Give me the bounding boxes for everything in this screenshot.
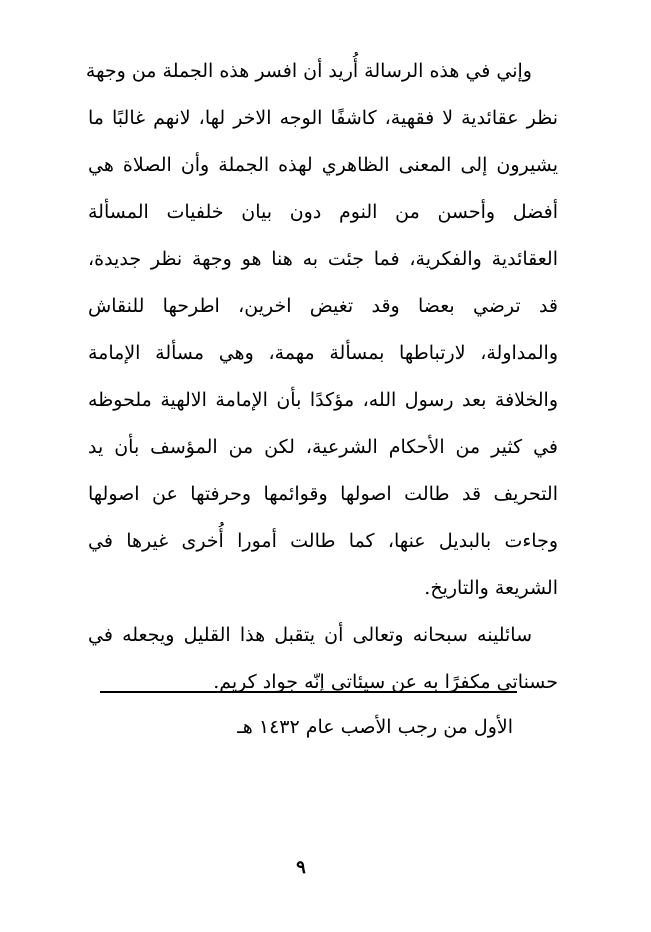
separator-line: [100, 691, 517, 693]
text-line: وجاءت بالبديل عنها، كما طالت أمورا أُخرى غيرها في: [88, 530, 558, 552]
text-line: والخلافة بعد رسول الله، مؤكدًا بأن الإمامة الالهية ملحوظه: [88, 389, 558, 411]
text-line: حسناتي مكفرًا به عن سيئاتي إنّه جواد كريم.: [213, 671, 558, 693]
text-line: يشيرون إلى المعنى الظاهري لهذه الجملة وأن الصلاة هي: [88, 154, 558, 176]
body-text: [85, 48, 558, 706]
text-line: أفضل وأحسن من النوم دون بيان خلفيات المسألة: [88, 201, 558, 223]
text-line: سائلينه سبحانه وتعالى أن يتقبل هذا القليل ويجعله في: [88, 624, 532, 646]
text-line: نظر عقائدية لا فقهية، كاشفًا الوجه الاخر لها، لانهم غالبًا ما: [88, 107, 558, 129]
text-line: الشريعة والتاريخ.: [424, 577, 558, 599]
text-line: في كثير من الأحكام الشرعية، لكن من المؤسف بأن يد: [88, 436, 558, 458]
text-line: قد ترضي بعضا وقد تغيض اخرين، اطرحها للنقاش: [88, 295, 558, 317]
page-number: ٩: [296, 857, 306, 878]
text-line: وإني في هذه الرسالة أُريد أن افسر هذه الجملة من وجهة: [85, 60, 532, 82]
text-line: والمداولة، لارتباطها بمسألة مهمة، وهي مسألة الإمامة: [88, 342, 558, 364]
date-line: الأول من رجب الأصب عام ١٤٣٢ هـ: [237, 716, 513, 738]
text-line: التحريف قد طالت اصولها وقوائمها وحرفتها عن اصولها: [88, 483, 558, 505]
text-line: العقائدية والفكرية، فما جئت به هنا هو وجهة نظر جديدة،: [88, 248, 558, 270]
